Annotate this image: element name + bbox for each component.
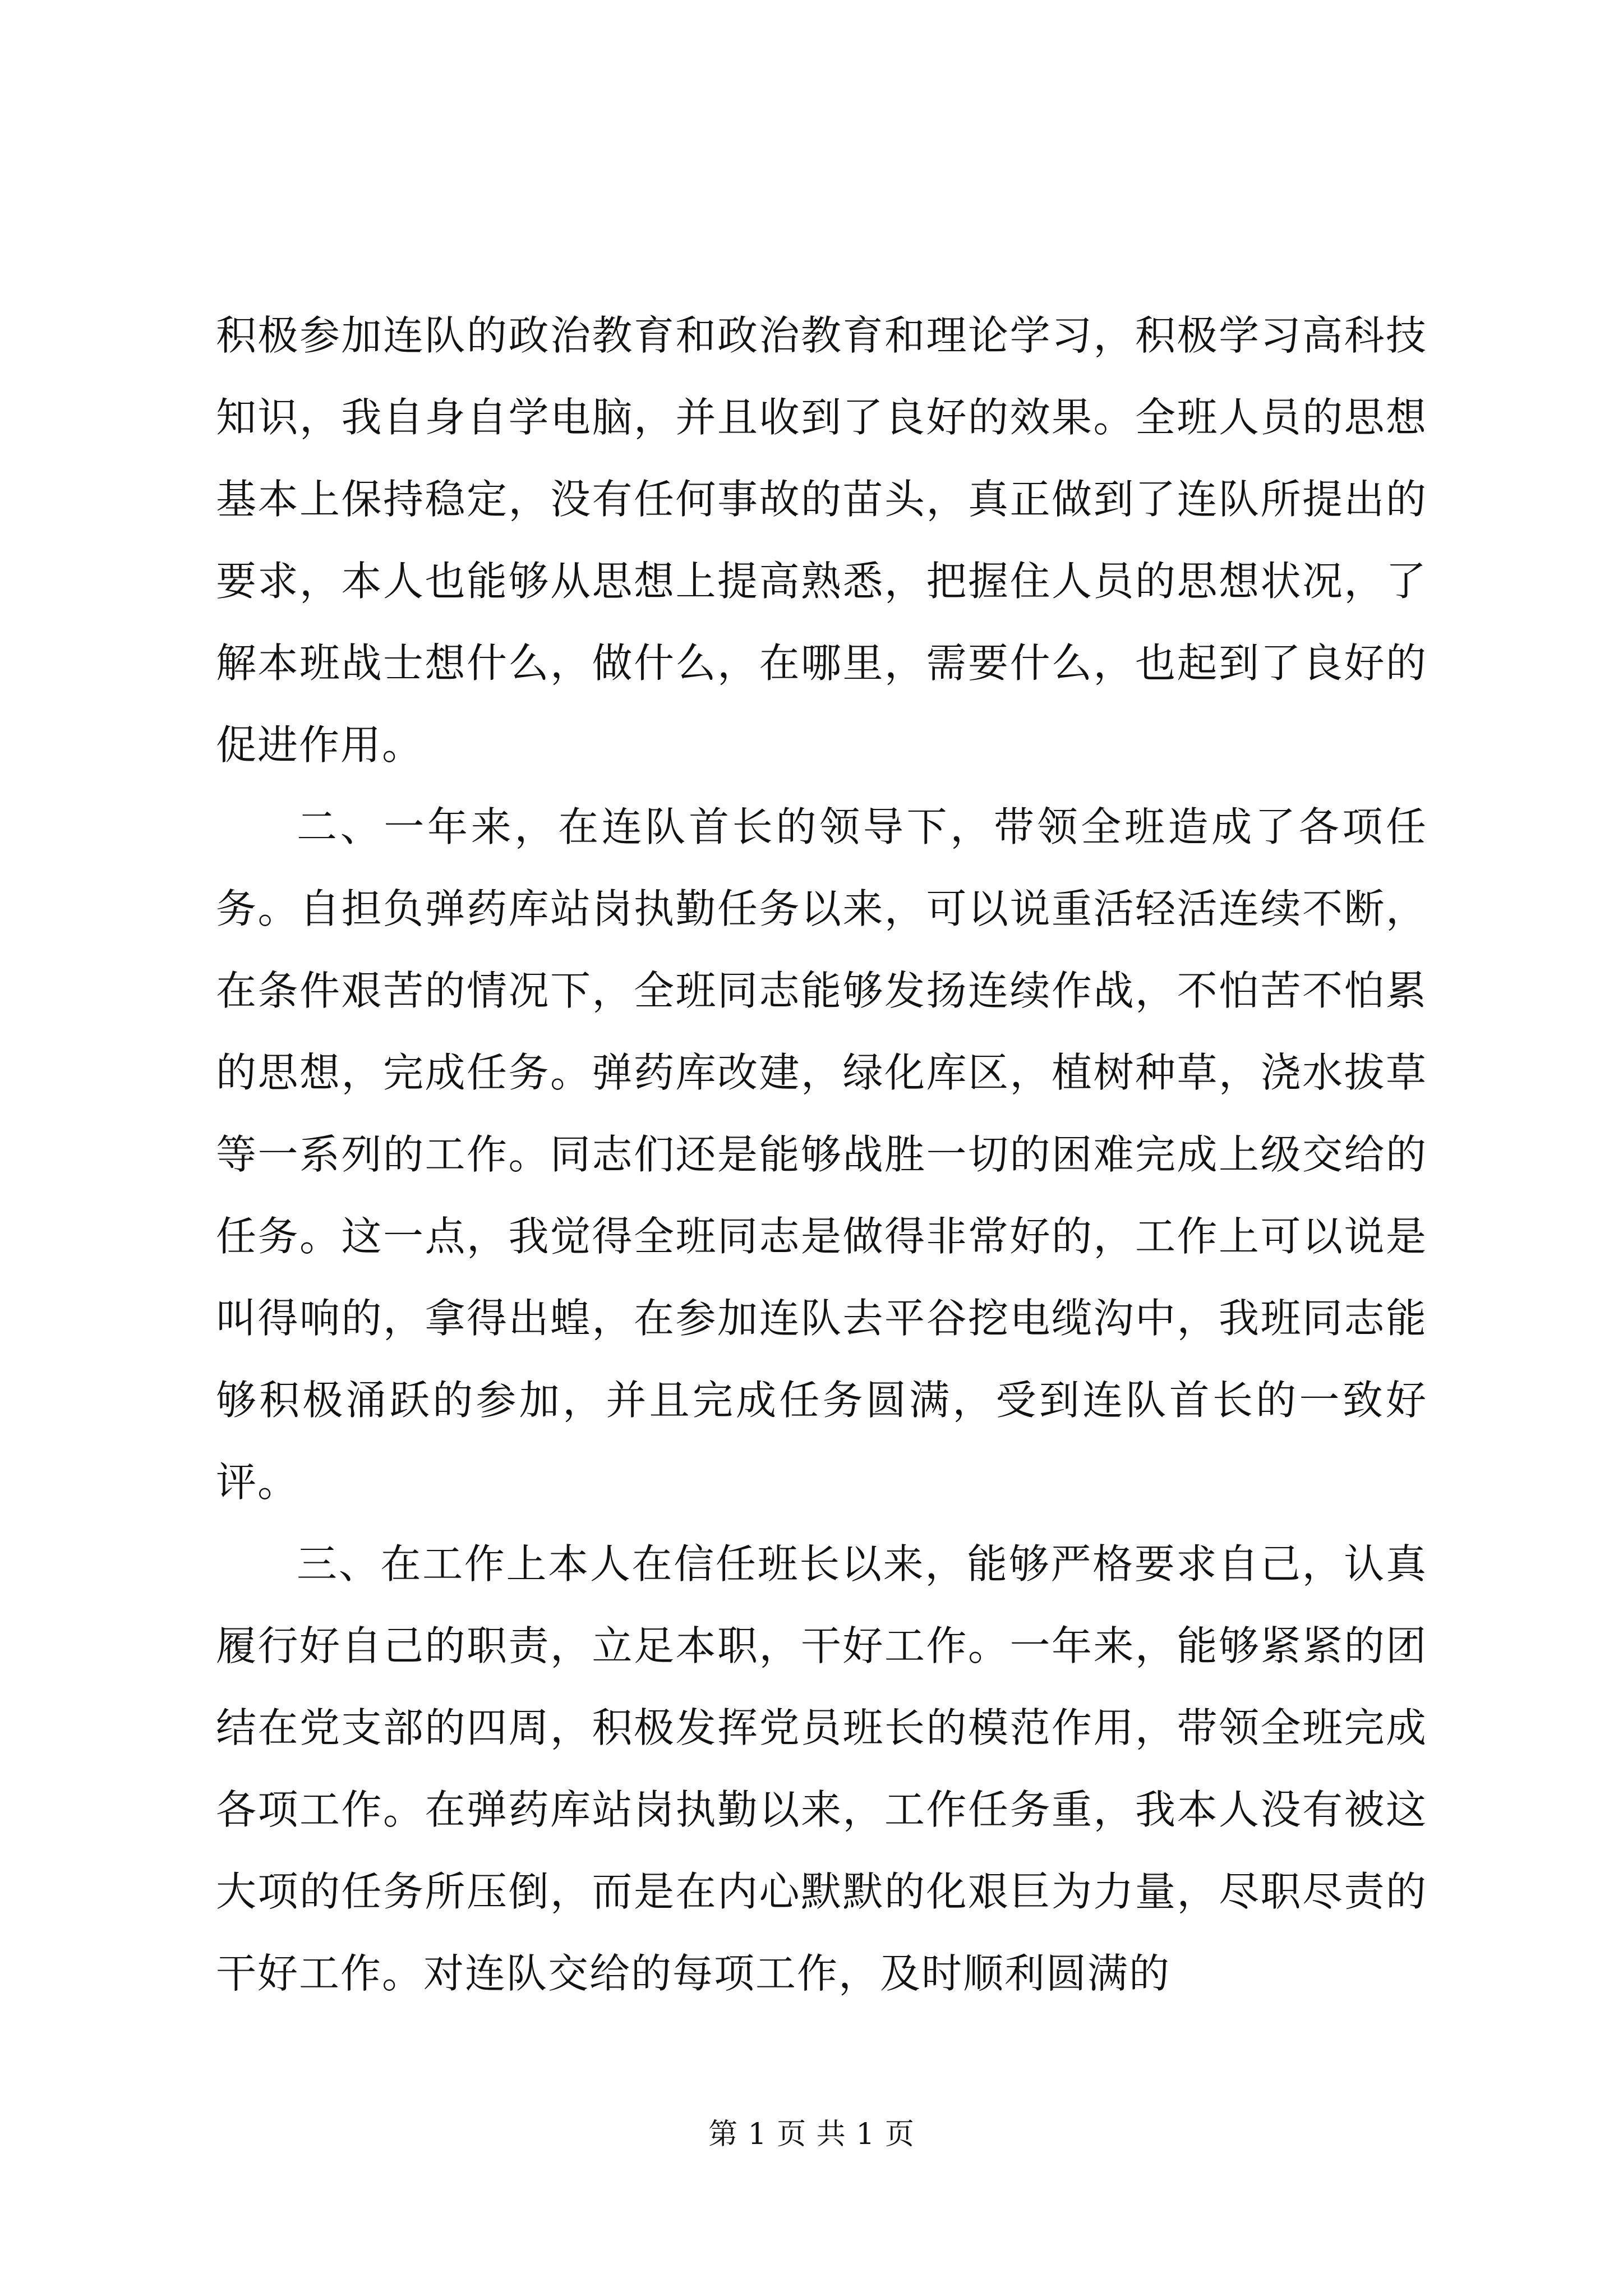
paragraph-1: 积极参加连队的政治教育和政治教育和理论学习，积极学习高科技知识，我自身自学电脑，并且收到了良好的效果。全班人员的思想基本上保持稳定，没有任何事故的苗头，真正做到了连队所提出的要求，本人也能够从思想上提高熟悉，把握住人员的思想状况，了解本班战士想什么，做什么，在哪里，需要什么，也起到了良好的促进作用。 [216,312,1427,769]
paragraph-3: 三、在工作上本人在信任班长以来，能够严格要求自己，认真履行好自己的职责，立足本职，干好工作。一年来，能够紧紧的团结在党支部的四周，积极发挥党员班长的模范作用，带领全班完成各项工作。在弹药库站岗执勤以来，工作任务重，我本人没有被这大项的任务所压倒，而是在内心默默的化艰巨为力量，尽职尽责的干好工作。对连队交给的每项工作，及时顺利圆满的 [216,1540,1427,1997]
paragraph-2: 二、一年来，在连队首长的领导下，带领全班造成了各项任务。自担负弹药库站岗执勤任务以来，可以说重活轻活连续不断，在条件艰苦的情况下，全班同志能够发扬连续作战，不怕苦不怕累的思想，完成任务。弹药库改建，绿化库区，植树种草，浇水拔草等一系列的工作。同志们还是能够战胜一切的困难完成上级交给的任务。这一点，我觉得全班同志是做得非常好的，工作上可以说是叫得响的，拿得出蝗，在参加连队去平谷挖电缆沟中，我班同志能够积极涌跃的参加，并且完成任务圆满，受到连队首长的一致好评。 [216,803,1427,1506]
page-footer: 第 1 页 共 1 页 [708,2118,915,2151]
document-body [216,295,1427,2014]
